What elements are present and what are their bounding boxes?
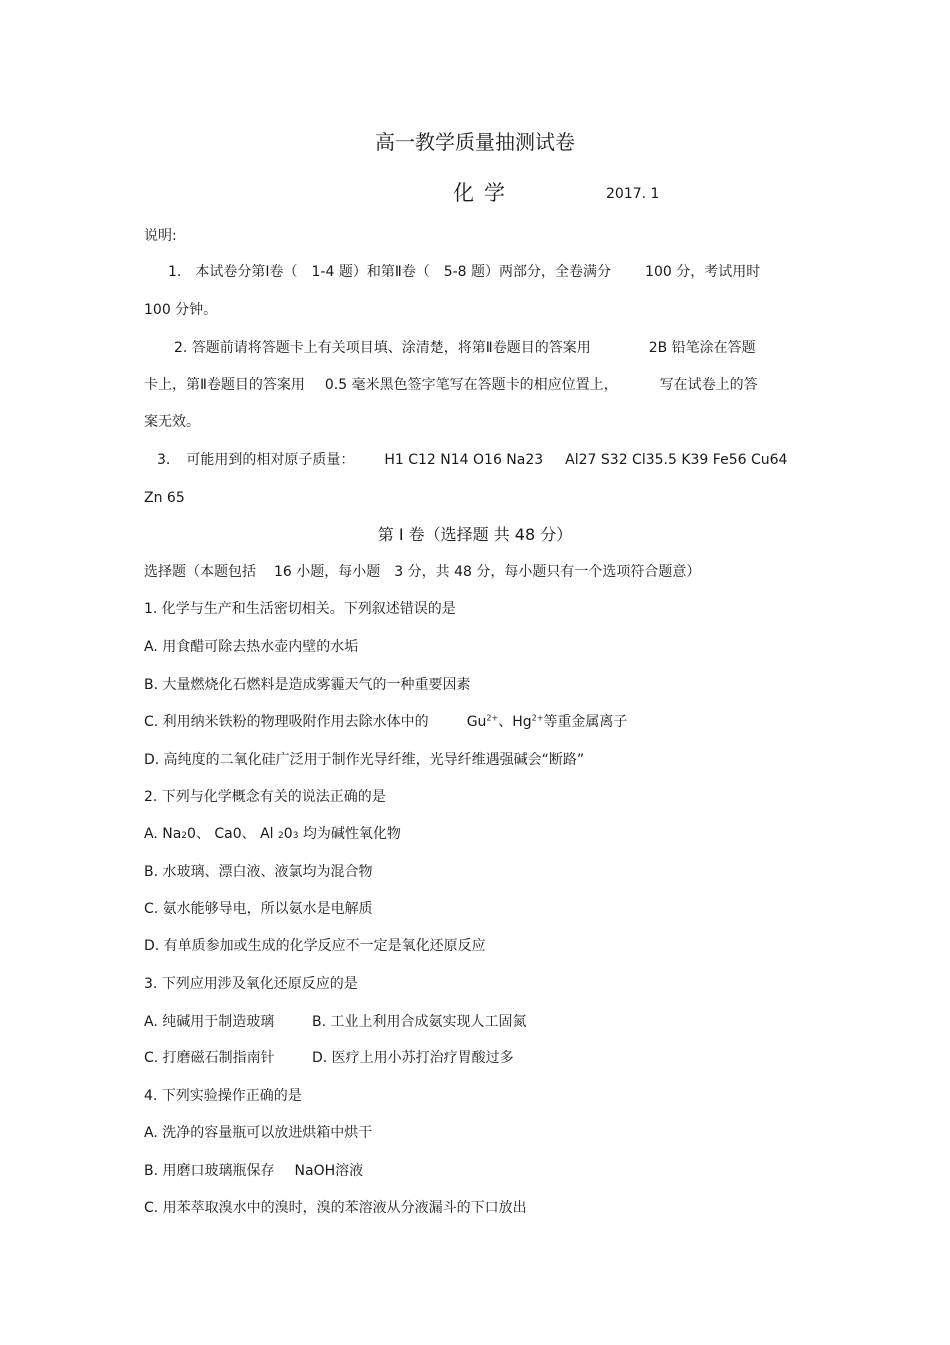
formula-sub-1: 2 — [181, 831, 188, 841]
question-4-option-a: A. 洗净的容量瓶可以放进烘箱中烘干 — [144, 1125, 373, 1141]
ion-gu: Gu — [466, 714, 487, 730]
question-4-option-b — [144, 1161, 363, 1181]
question-2-option-b: B. 水玻璃、漂白液、液氯均为混合物 — [144, 864, 373, 880]
note-2-line-2 — [144, 375, 758, 395]
question-3-option-d: D. 医疗上用小苏打治疗胃酸过多 — [312, 1050, 514, 1066]
section-1-intro-c: 3 分，共 48 分，每小题只有一个选项符合题意） — [394, 564, 701, 580]
question-4-option-c: C. 用苯萃取溴水中的溴时，溴的苯溶液从分液漏斗的下口放出 — [144, 1200, 527, 1216]
ion-hg-charge: 2+ — [531, 713, 544, 723]
question-2-stem: 2. 下列与化学概念有关的说法正确的是 — [144, 789, 386, 805]
question-3-option-a: A. 纯碱用于制造玻璃 — [144, 1014, 275, 1030]
question-2-option-d: D. 有单质参加或生成的化学反应不一定是氧化还原反应 — [144, 938, 486, 954]
note-2-part-d: 0.5 毫米黑色签字笔写在答题卡的相应位置上， — [324, 377, 618, 393]
note-2-part-b: 2B 铅笔涂在答题 — [648, 340, 756, 356]
section-1-title: 第 I 卷（选择题 共 48 分） — [377, 525, 573, 544]
question-3-option-b: B. 工业上利用合成氨实现人工固氮 — [312, 1014, 527, 1030]
formula-naoh: NaOH溶液 — [294, 1163, 364, 1179]
question-1-option-c-tail: 等重金属离子 — [543, 714, 628, 730]
question-1-stem: 1. 化学与生产和生活密切相关。下列叙述错误的是 — [144, 601, 456, 617]
note-1-part-a: 本试卷分第Ⅰ卷（ — [195, 264, 298, 280]
note-1-number: 1. — [168, 264, 182, 280]
formula-o: 0 — [283, 826, 293, 842]
question-2-option-a — [144, 824, 401, 844]
question-1-option-b: B. 大量燃烧化石燃料是造成雾霾天气的一种重要因素 — [144, 677, 471, 693]
question-4-option-b-text: B. 用磨口玻璃瓶保存 — [144, 1163, 275, 1179]
exam-date: 2017. 1 — [606, 186, 660, 202]
ion-gu-charge: 2+ — [486, 713, 499, 723]
note-2-part-c: 卡上，第Ⅱ卷题目的答案用 — [144, 377, 305, 393]
note-2-part-a: 2. 答题前请将答题卡上有关项目填、涂清楚，将第Ⅱ卷题目的答案用 — [174, 340, 591, 356]
formula-na: A. Na — [144, 826, 182, 842]
note-3-masses-b: Al27 S32 Cl35.5 K39 Fe56 Cu64 — [565, 452, 788, 468]
note-2-part-e: 写在试卷上的答 — [659, 377, 758, 393]
note-1-line-2: 100 分钟。 — [144, 302, 218, 318]
note-3-masses-a: H1 C12 N14 O16 Na23 — [384, 452, 544, 468]
note-1-part-b: 1-4 题）和第Ⅱ卷（ — [311, 264, 430, 280]
notes-label: 说明: — [144, 228, 177, 244]
question-1-option-a: A. 用食醋可除去热水壶内壁的水垢 — [144, 639, 359, 655]
note-3-line-2: Zn 65 — [144, 490, 185, 506]
question-2-option-c: C. 氨水能够导电，所以氨水是电解质 — [144, 901, 373, 917]
note-3-number: 3. — [157, 452, 171, 468]
exam-subject: 化学 — [453, 181, 515, 205]
note-1-part-c: 5-8 题）两部分，全卷满分 — [443, 264, 612, 280]
question-3-stem: 3. 下列应用涉及氧化还原反应的是 — [144, 976, 358, 992]
question-2-option-a-tail: 均为碱性氧化物 — [298, 826, 401, 842]
question-4-stem: 4. 下列实验操作正确的是 — [144, 1088, 302, 1104]
section-1-intro-b: 16 小题，每小题 — [274, 564, 381, 580]
note-1-line-1 — [168, 262, 760, 282]
question-3-option-c: C. 打磨磁石制指南针 — [144, 1050, 275, 1066]
question-1-option-d: D. 高纯度的二氧化硅广泛用于制作光导纤维，光导纤维遇强碱会“断路” — [144, 752, 585, 768]
note-1-part-d: 100 分，考试用时 — [645, 264, 761, 280]
formula-sub-2: 2 — [278, 831, 284, 841]
note-2-line-3: 案无效。 — [144, 414, 200, 430]
section-1-intro — [144, 562, 700, 582]
ion-hg: 、Hg — [498, 714, 532, 730]
note-3-label: 可能用到的相对原子质量： — [186, 452, 355, 468]
note-2-line-1 — [174, 338, 756, 358]
section-1-intro-a: 选择题（本题包括 — [144, 564, 256, 580]
formula-sub-3: 3 — [292, 831, 299, 841]
formula-middle: 0、 Ca0、 Al — [187, 826, 279, 842]
question-1-option-c-text: C. 利用纳米铁粉的物理吸附作用去除水体中的 — [144, 714, 429, 730]
note-3-line-1 — [157, 450, 787, 470]
question-1-option-c — [144, 712, 627, 732]
exam-title: 高一教学质量抽测试卷 — [375, 130, 575, 154]
